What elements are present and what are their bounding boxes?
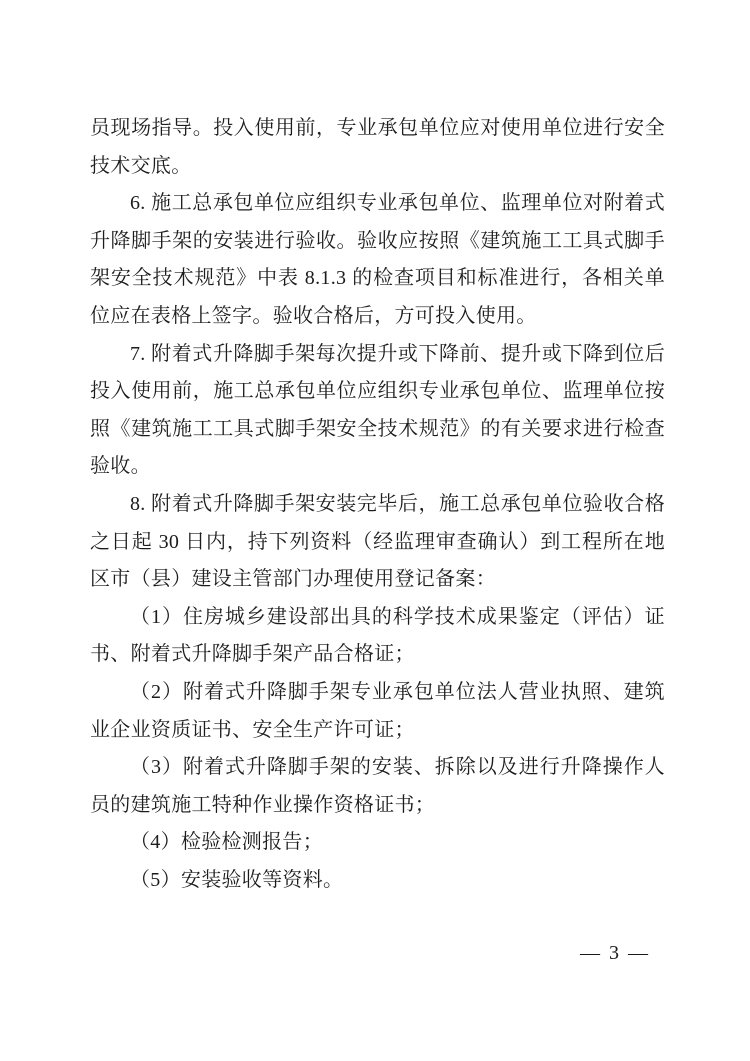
paragraph: 7. 附着式升降脚手架每次提升或下降前、提升或下降到位后投入使用前，施工总承包单位应组织专业承包单位、监理单位按照《建筑施工工具式脚手架安全技术规范》的有关要求进行检查验收。 bbox=[90, 342, 665, 478]
paragraph: 员现场指导。投入使用前，专业承包单位应对使用单位进行安全技术交底。 bbox=[90, 117, 665, 177]
paragraph: （5）安装验收等资料。 bbox=[130, 868, 344, 891]
paragraph: （3）附着式升降脚手架的安装、拆除以及进行升降操作人员的建筑施工特种作业操作资格证书； bbox=[90, 756, 665, 816]
paragraph: 6. 施工总承包单位应组织专业承包单位、监理单位对附着式升降脚手架的安装进行验收。验收应按照《建筑施工工具式脚手架安全技术规范》中表 8.1.3 的检查项目和标准进行，各相关单位应在表格上签字。验收合格后，方可投入使用。 bbox=[90, 192, 665, 327]
paragraph: （1）住房城乡建设部出具的科学技术成果鉴定（评估）证书、附着式升降脚手架产品合格证； bbox=[90, 605, 665, 666]
paragraph: 8. 附着式升降脚手架安装完毕后，施工总承包单位验收合格之日起 30 日内，持下列资料（经监理审查确认）到工程所在地区市（县）建设主管部门办理使用登记备案： bbox=[90, 492, 665, 591]
page-number: — 3 — bbox=[580, 942, 650, 964]
document-body bbox=[90, 110, 665, 899]
paragraph: （2）附着式升降脚手架专业承包单位法人营业执照、建筑业企业资质证书、安全生产许可证； bbox=[90, 680, 665, 741]
paragraph: （4）检验检测报告； bbox=[130, 831, 323, 854]
